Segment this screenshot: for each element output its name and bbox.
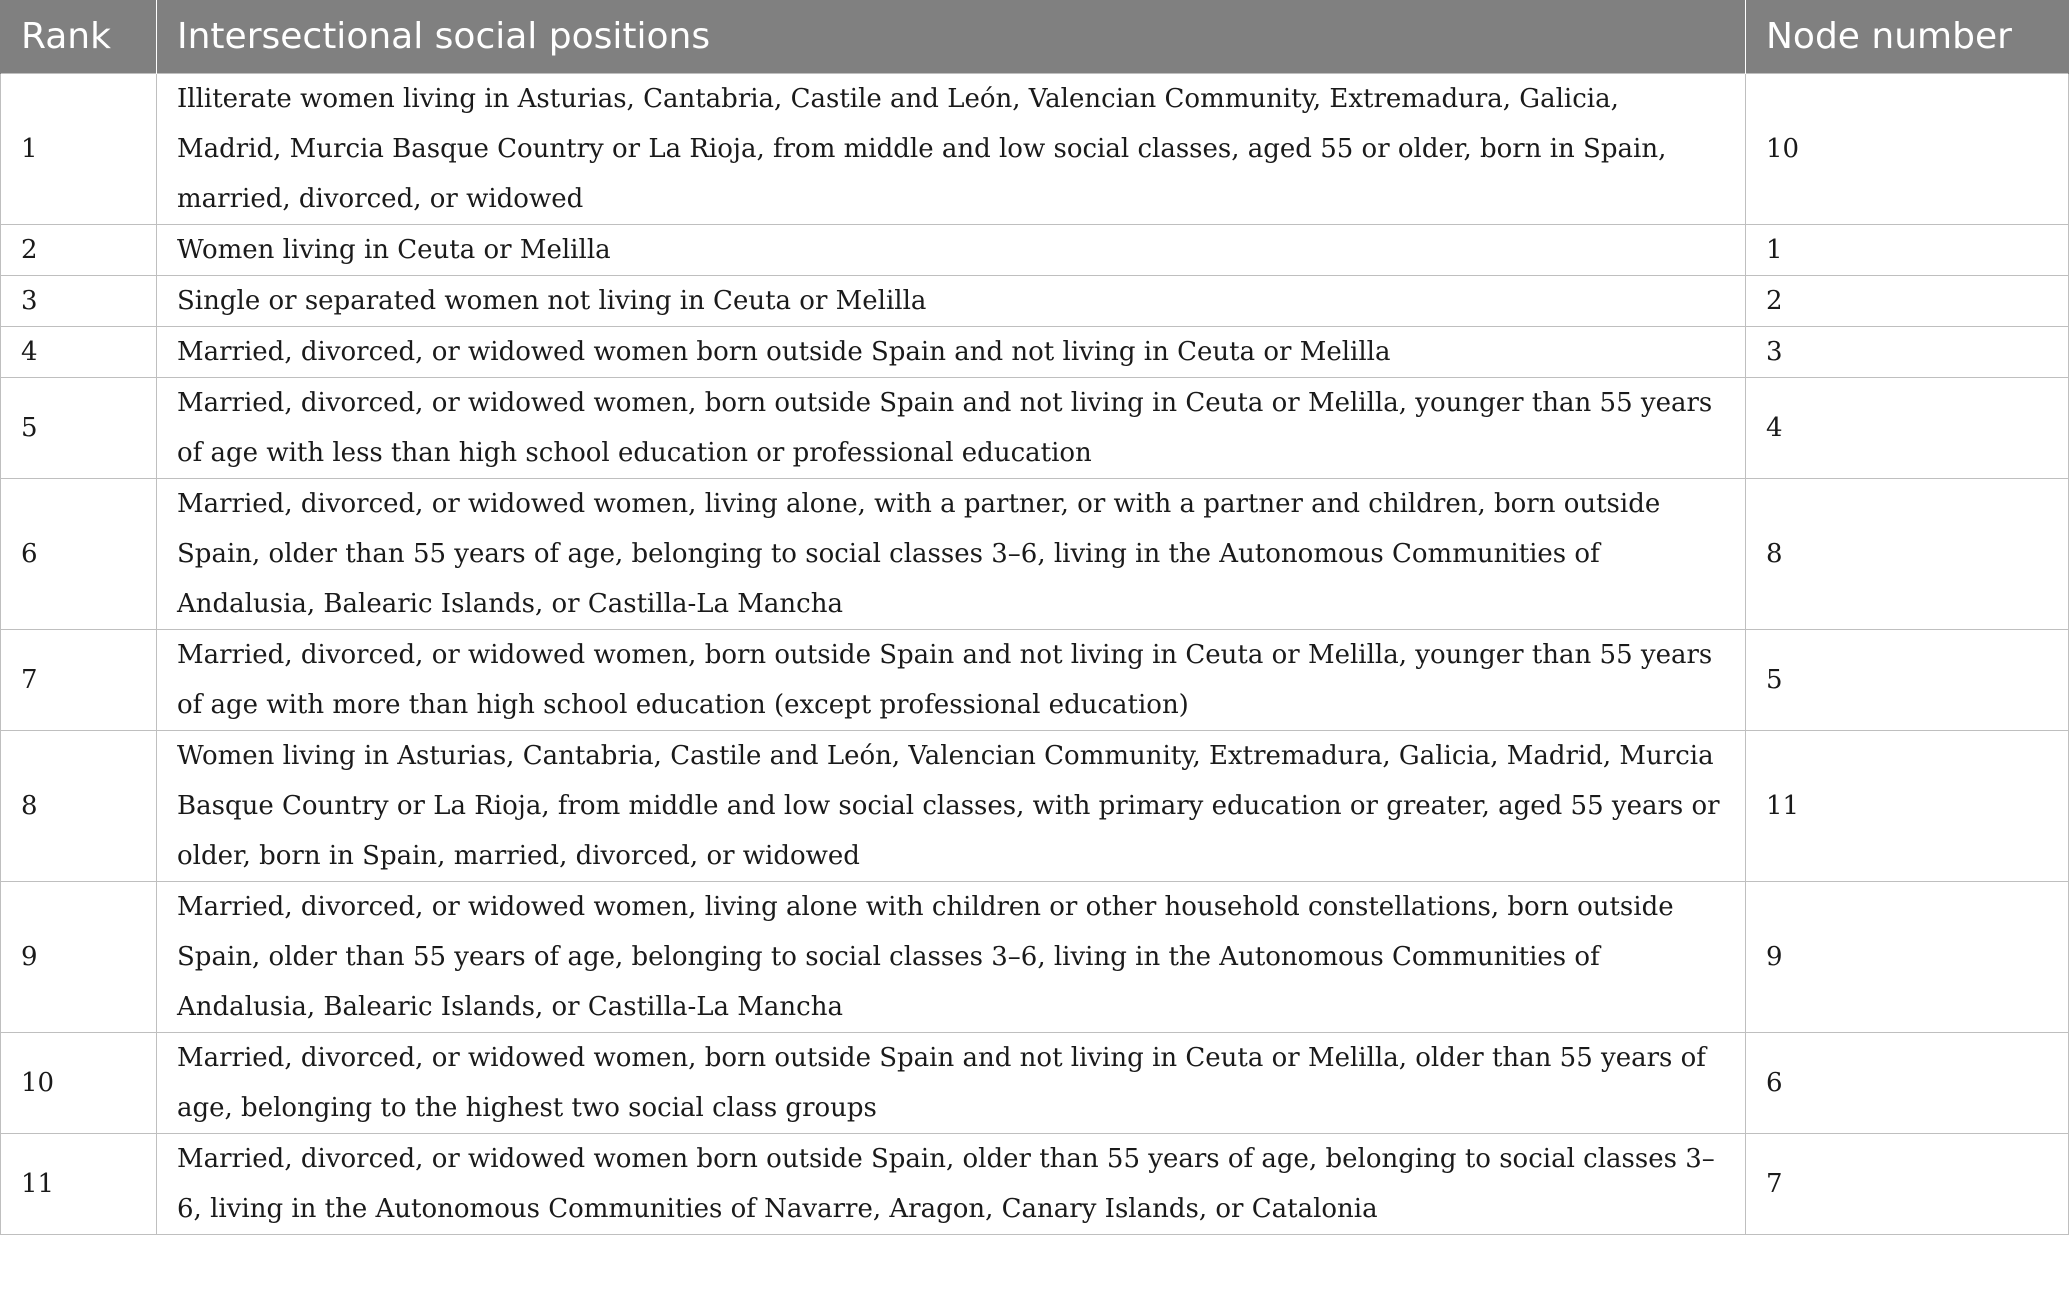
- node-number-cell: 5: [1746, 630, 2069, 731]
- node-number-cell: 9: [1746, 882, 2069, 1033]
- header-row: [1, 0, 2069, 74]
- table-row: [1, 327, 2069, 378]
- node-number-cell: 11: [1746, 731, 2069, 882]
- rank-cell: 5: [1, 378, 157, 479]
- table-row: [1, 276, 2069, 327]
- node-number-cell: 6: [1746, 1033, 2069, 1134]
- table-body: [1, 74, 2069, 1235]
- rank-cell: 11: [1, 1134, 157, 1235]
- rank-cell: 7: [1, 630, 157, 731]
- node-number-cell: 8: [1746, 479, 2069, 630]
- node-number-cell: 10: [1746, 74, 2069, 225]
- position-cell: Married, divorced, or widowed women born outside Spain and not living in Ceuta or Melilla: [157, 327, 1746, 378]
- header-node-number: Node number: [1746, 0, 2069, 74]
- table-row: [1, 225, 2069, 276]
- node-number-cell: 1: [1746, 225, 2069, 276]
- table-row: [1, 1033, 2069, 1134]
- table-row: [1, 630, 2069, 731]
- rank-cell: 1: [1, 74, 157, 225]
- position-cell: Illiterate women living in Asturias, Cantabria, Castile and León, Valencian Community, Extremadura, Galicia, Madrid, Murcia Basque Country or La Rioja, from middle and low social classes, aged 55 or older, born in Spain, married, divorced, or widowed: [157, 74, 1746, 225]
- table-row: [1, 1134, 2069, 1235]
- header-positions: Intersectional social positions: [157, 0, 1746, 74]
- position-cell: Married, divorced, or widowed women, born outside Spain and not living in Ceuta or Melilla, younger than 55 years of age with more than high school education (except professional education): [157, 630, 1746, 731]
- header-rank: Rank: [1, 0, 157, 74]
- rank-cell: 9: [1, 882, 157, 1033]
- rank-cell: 2: [1, 225, 157, 276]
- node-number-cell: 3: [1746, 327, 2069, 378]
- node-number-cell: 2: [1746, 276, 2069, 327]
- position-cell: Married, divorced, or widowed women, born outside Spain and not living in Ceuta or Melilla, younger than 55 years of age with less than high school education or professional education: [157, 378, 1746, 479]
- table-row: [1, 74, 2069, 225]
- node-number-cell: 4: [1746, 378, 2069, 479]
- position-cell: Married, divorced, or widowed women, born outside Spain and not living in Ceuta or Melilla, older than 55 years of age, belonging to the highest two social class groups: [157, 1033, 1746, 1134]
- rank-cell: 4: [1, 327, 157, 378]
- table-header: [1, 0, 2069, 74]
- rank-cell: 3: [1, 276, 157, 327]
- position-cell: Married, divorced, or widowed women born outside Spain, older than 55 years of age, belonging to social classes 3–6, living in the Autonomous Communities of Navarre, Aragon, Canary Islands, or Catalonia: [157, 1134, 1746, 1235]
- position-cell: Married, divorced, or widowed women, living alone with children or other household constellations, born outside Spain, older than 55 years of age, belonging to social classes 3–6, living in the Autonomous Communities of Andalusia, Balearic Islands, or Castilla-La Mancha: [157, 882, 1746, 1033]
- position-cell: Single or separated women not living in Ceuta or Melilla: [157, 276, 1746, 327]
- node-number-cell: 7: [1746, 1134, 2069, 1235]
- table-row: [1, 378, 2069, 479]
- position-cell: Women living in Ceuta or Melilla: [157, 225, 1746, 276]
- table-row: [1, 882, 2069, 1033]
- rank-cell: 10: [1, 1033, 157, 1134]
- rank-cell: 8: [1, 731, 157, 882]
- position-cell: Women living in Asturias, Cantabria, Castile and León, Valencian Community, Extremadura, Galicia, Madrid, Murcia Basque Country or La Rioja, from middle and low social classes, with primary education or greater, aged 55 years or older, born in Spain, married, divorced, or widowed: [157, 731, 1746, 882]
- rank-cell: 6: [1, 479, 157, 630]
- table-row: [1, 479, 2069, 630]
- position-cell: Married, divorced, or widowed women, living alone, with a partner, or with a partner and children, born outside Spain, older than 55 years of age, belonging to social classes 3–6, living in the Autonomous Communities of Andalusia, Balearic Islands, or Castilla-La Mancha: [157, 479, 1746, 630]
- table-row: [1, 731, 2069, 882]
